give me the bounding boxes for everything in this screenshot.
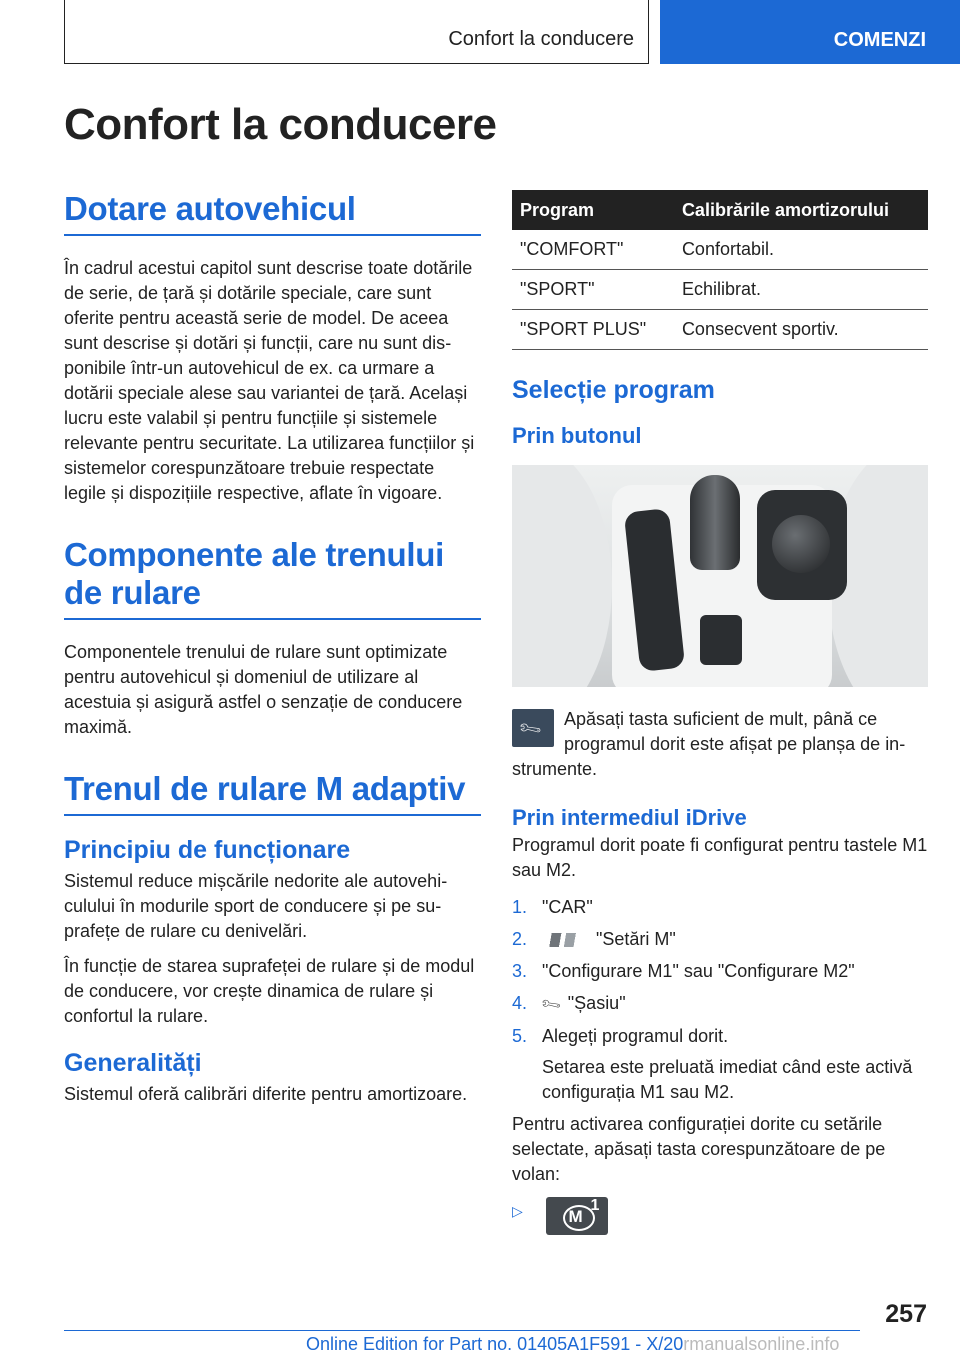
- watermark: rmanualsonline.info: [683, 1334, 840, 1354]
- step-note: Setarea este preluată imediat când este activă configurația M1 sau M2.: [542, 1057, 913, 1102]
- table-row: [512, 310, 928, 350]
- heading-prin-buton: Prin butonul: [512, 423, 642, 448]
- bullet-arrow-icon: ▷: [512, 1203, 523, 1219]
- heading-trenul: Trenul de rulare M adaptiv: [64, 770, 481, 816]
- damper-calibration-table: [512, 190, 928, 350]
- paragraph-idrive: Programul dorit poate fi configurat pentru tastele M1 sau M2.: [512, 835, 928, 880]
- steps-list: [512, 895, 928, 1105]
- list-item: 3. "Configurare M1" sau "Configurare M2": [512, 961, 855, 981]
- header-chapter-tab[interactable]: [660, 0, 960, 64]
- list-item: 1. "CAR": [512, 897, 593, 917]
- table-header-program: Program: [512, 190, 674, 230]
- wrench-icon: 🔧︎: [512, 709, 554, 747]
- page-title: Confort la conducere: [64, 100, 497, 149]
- paragraph-componente: Componentele trenului de rulare sunt optimizate pentru autovehicul și domeniul de utilizare al acestuia și asigură astfel o senzație de conducere maximă.: [64, 641, 463, 737]
- heading-principiu: Principiu de funcționare: [64, 835, 351, 864]
- table-cell: Echilibrat.: [674, 270, 928, 310]
- list-item: 5. Alegeți programul dorit. Setarea este preluată imediat când este activă configurația M1 sau M2.: [512, 1024, 928, 1105]
- table-row: [512, 270, 928, 310]
- table-row: [512, 230, 928, 270]
- header-chapter-label: COMENZI: [833, 29, 926, 51]
- parking-brake-switch: [700, 615, 742, 665]
- hint-text: Apăsați tasta suficient de mult, până ce programul dorit este afișat pe planșa de instrumente.: [512, 709, 906, 779]
- gear-selector-lever: [690, 475, 740, 570]
- list-item: 2. "Setări M": [512, 929, 676, 949]
- header-section-title: Confort la conducere: [448, 28, 634, 50]
- table-cell: Confortabil.: [674, 230, 928, 270]
- m1-button-icon: M 1: [546, 1197, 608, 1235]
- footer-divider: [64, 1330, 860, 1331]
- header-section-box: [64, 0, 649, 64]
- heading-componente: Componente ale trenului de rulare: [64, 536, 481, 620]
- heading-dotare: Dotare autovehicul: [64, 190, 481, 236]
- paragraph-dotare: În cadrul acestui capitol sunt descrise toate dotările de serie, de țară și dotările speciale, care sunt oferite pentru această serie de model. De aceea sunt descrise și dotări și funcții, care nu sunt disponibile într-un autovehicul de ex. ca urmare a dotării speciale alese sau variantei de țară. Același lucru este valabil și pentru funcțiile și sistemele relevante pentru securitate. La utilizarea funcțiilor și sistemelor corespunzătoare trebuie respectate legile și dispozițiile respective, aflate în vigoare.: [64, 257, 475, 503]
- table-cell: "COMFORT": [512, 230, 674, 270]
- paragraph-generalitati: Sistemul oferă calibrări diferite pentru amortizoare.: [64, 1083, 468, 1104]
- table-header-calibrari: Calibrările amortizorului: [674, 190, 928, 230]
- list-item: 4. 🔧︎ "Șasiu": [512, 991, 928, 1017]
- chassis-icon: 🔧︎: [538, 992, 563, 1016]
- heading-prin-idrive: Prin intermediul iDrive: [512, 805, 747, 830]
- right-column: [512, 190, 928, 1235]
- paragraph-activare: Pentru activarea configurației dorite cu setările selectate, apăsați tasta corespunzătoare de pe volan:: [512, 1114, 886, 1184]
- table-cell: Consecvent sportiv.: [674, 310, 928, 350]
- m-settings-icon: [542, 933, 588, 947]
- table-cell: "SPORT": [512, 270, 674, 310]
- idrive-controller-knob: [772, 515, 830, 573]
- center-console-photo: [512, 465, 928, 687]
- heading-selectie: Selecție program: [512, 376, 715, 404]
- table-header-row: [512, 190, 928, 230]
- left-column: [64, 190, 481, 1107]
- paragraph-principiu-1: Sistemul reduce mișcările nedorite ale autovehiculului în modurile sport de conducere și pe suprafețe de rulare cu denivelări.: [64, 870, 448, 941]
- heading-generalitati: Generalități: [64, 1048, 202, 1077]
- paragraph-principiu-2: În funcție de starea suprafeței de rulare și de modul de conducere, vor crește dinamica de rulare și confortul la rulare.: [64, 955, 475, 1026]
- page-number: 257: [885, 1300, 927, 1328]
- table-cell: "SPORT PLUS": [512, 310, 674, 350]
- hint-block: [512, 707, 928, 785]
- footer-edition: Online Edition for Part no. 01405A1F591 - X/20rmanualsonline.info: [306, 1334, 840, 1354]
